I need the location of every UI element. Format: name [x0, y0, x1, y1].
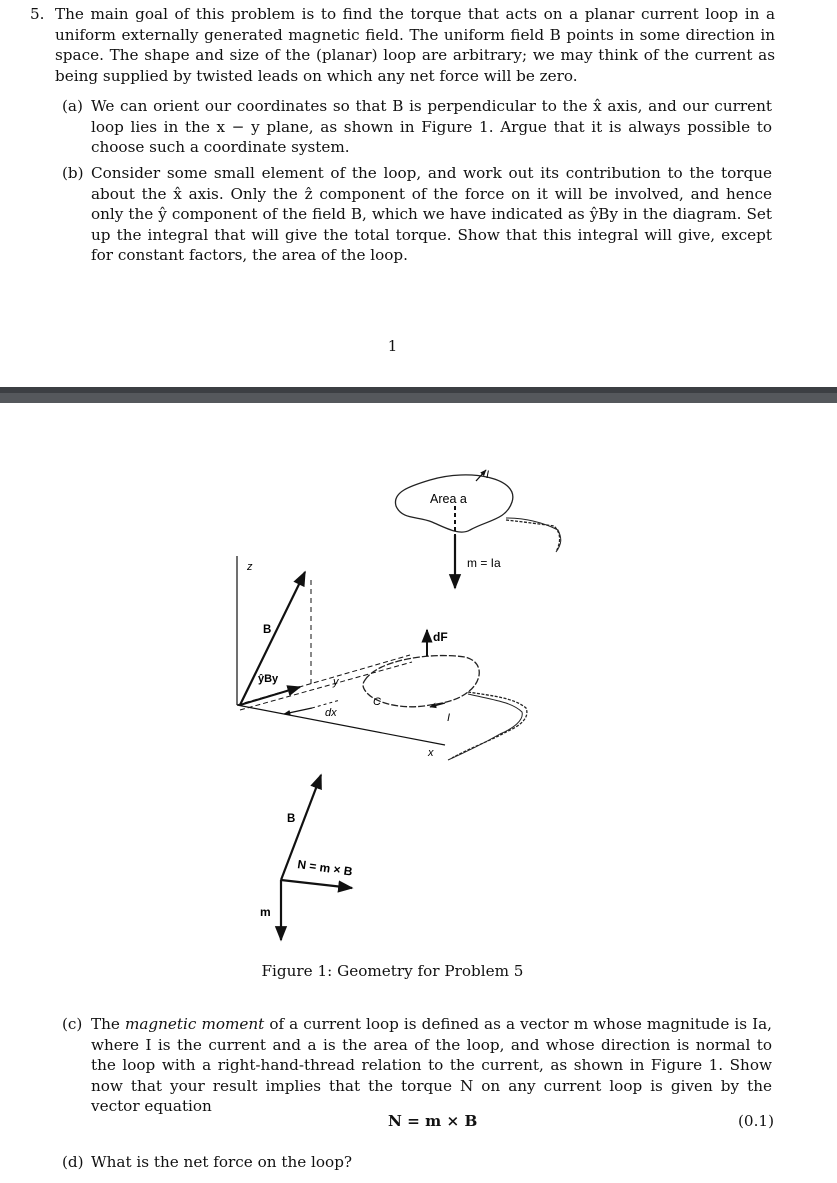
part-b-label: (b) [62, 164, 84, 182]
part-d-label: (d) [62, 1153, 84, 1171]
part-a [62, 96, 772, 158]
c-label: C [373, 696, 381, 708]
part-d-text: What is the net force on the loop? [91, 1153, 353, 1171]
b-vector [240, 572, 305, 705]
page-divider [0, 387, 837, 403]
part-b [62, 163, 772, 266]
b-lower-label: B [287, 813, 296, 825]
part-c-label: (c) [62, 1015, 83, 1033]
upper-lead [506, 520, 560, 552]
z-axis-label: z [247, 561, 253, 573]
lower-lead-2 [448, 694, 522, 760]
figure-diagram [0, 440, 837, 960]
area-label: Area a [430, 492, 467, 506]
part-a-text: We can orient our coordinates so that B is perpendicular to the x̂ axis, and our current loop lies in the x − y plane, as shown in Figure 1. Argue that it is always possible to choose such a coordinate system. [91, 97, 772, 157]
y-axis-label: y [333, 676, 339, 688]
part-a-label: (a) [62, 97, 83, 115]
current-top-label: I [486, 469, 490, 481]
page-number: 1 [387, 337, 398, 355]
part-c-text-1: The [91, 1015, 125, 1033]
moment-label: m = Ia [467, 556, 501, 570]
problem-intro-text: The main goal of this problem is to find the torque that acts on a planar current loop in a uniform externally generated magnetic field. The uniform field B points in some direction in space. The shape and size of the (planar) loop are arbitrary; we may think of the current as being supplied by twisted leads on which any net force will be zero. [55, 5, 775, 85]
part-c-text-2: of a current loop is defined as a vector m whose magnitude is Ia, where I is the current and a is the area of the loop, and whose direction is normal to the loop with a right-hand-thread relation to the current, as shown in Figure 1. Show now that your result implies that the torque N on any current loop is given by the vector equation [91, 1015, 772, 1116]
torque-label: N = m × B [296, 857, 354, 879]
equation: N = m × B [388, 1112, 478, 1130]
b-label: B [263, 624, 272, 636]
dx-arrow [284, 708, 312, 714]
figure-caption: Figure 1: Geometry for Problem 5 [261, 962, 524, 980]
figure-1 [0, 440, 837, 960]
part-c [62, 1014, 772, 1117]
problem-number: 5. [30, 5, 45, 23]
dx-label: dx [325, 707, 337, 719]
part-c-emphasis: magnetic moment [124, 1015, 265, 1033]
m-lower-label: m [260, 905, 271, 919]
x-axis-line [237, 705, 445, 745]
current-bottom-label: I [447, 712, 451, 724]
problem-intro [30, 4, 775, 86]
equation-number: (0.1) [738, 1112, 775, 1130]
part-c-text [91, 1014, 772, 1117]
part-b-text: Consider some small element of the loop, and work out its contribution to the torque about the x̂ axis. Only the ẑ component of the force on it will be involved, and hence only the ŷ component of the field B, which we have indicated as ŷBy in the diagram. Set up the integral that will give the total torque. Show that this integral will give, except for constant factors, the area of the loop. [91, 164, 772, 265]
torque-vector [281, 880, 352, 888]
yby-label: ŷBy [258, 673, 279, 685]
part-d [62, 1152, 772, 1173]
df-label: dF [433, 630, 448, 644]
x-axis-label: x [428, 747, 434, 759]
